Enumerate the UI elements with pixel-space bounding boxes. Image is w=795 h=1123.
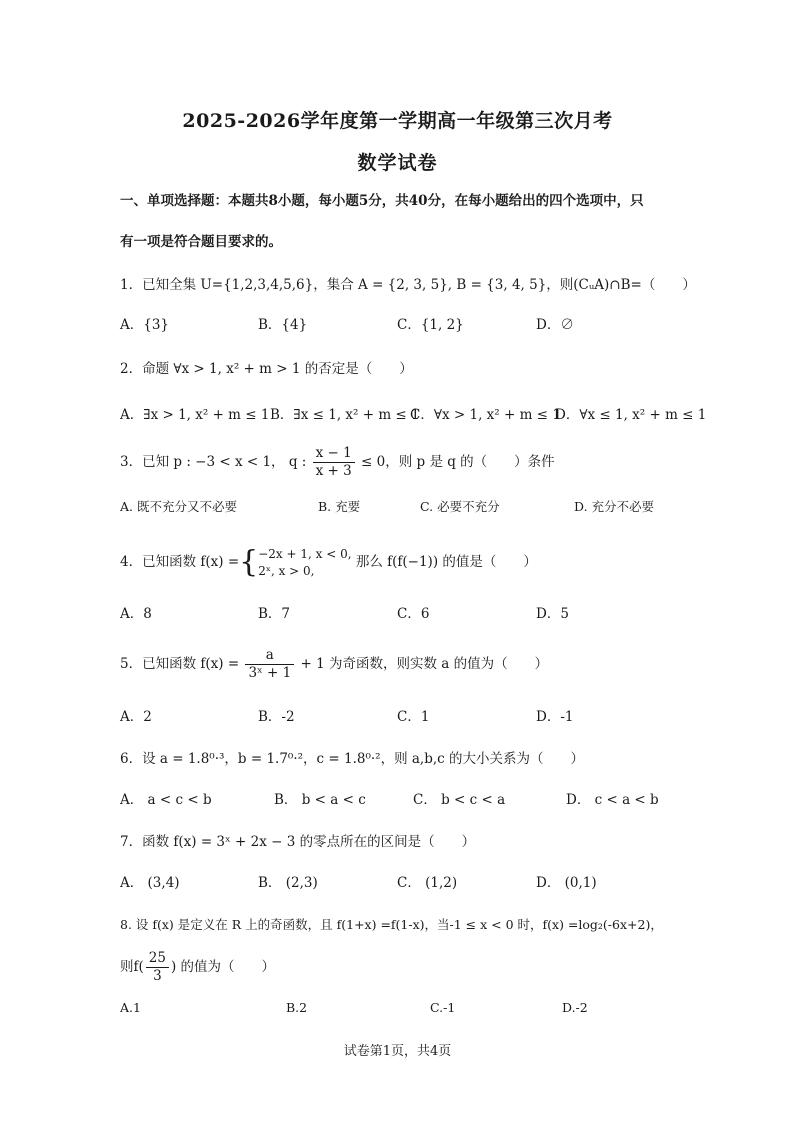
- question-6-option-a: A． a < c < b: [120, 792, 212, 808]
- section-heading-line2: 有一项是符合题目要求的。: [120, 234, 282, 250]
- question-3-stem: [120, 445, 555, 480]
- question-5-option-d: D．-1: [536, 709, 574, 725]
- question-3-fraction-numerator: x − 1: [313, 445, 355, 463]
- question-2-option-c: C．∀x > 1, x² + m ≤ 1: [410, 407, 561, 423]
- question-2-stem: 2．命题 ∀x > 1, x² + m > 1 的否定是（ ）: [120, 361, 413, 377]
- question-3-option-a: A. 既不充分又不必要: [120, 499, 237, 514]
- question-8-option-c: C.-1: [430, 1000, 456, 1015]
- question-3-option-d: D. 充分不必要: [574, 499, 655, 514]
- question-1-option-d: D．∅: [536, 317, 574, 333]
- question-8-option-b: B.2: [286, 1000, 308, 1015]
- question-5-stem-part-b: + 1 为奇函数，则实数 a 的值为（ ）: [300, 656, 549, 672]
- question-6-option-c: C． b < c < a: [413, 792, 506, 808]
- section-heading-line1: 一、单项选择题：本题共8小题，每小题5分，共40分，在每小题给出的四个选项中，只: [120, 193, 644, 209]
- question-8-stem2-part-b: ) 的值为（ ）: [170, 959, 276, 975]
- exam-subtitle: 数学试卷: [357, 152, 438, 174]
- question-7-option-c: C． (1,2): [397, 875, 458, 891]
- question-2-option-d: D．∀x ≤ 1, x² + m ≤ 1: [555, 407, 707, 423]
- question-4-option-a: A．8: [120, 606, 152, 622]
- question-3-fraction: [313, 445, 355, 480]
- question-8-stem: 8. 设 f(x) 是定义在 R 上的奇函数，且 f(1+x) =f(1-x)，当-1 ≤ x < 0 时，f(x) =log₂(-6x+2)，: [120, 917, 663, 932]
- question-1-option-c: C．{1, 2}: [397, 317, 464, 333]
- question-8-fraction-denominator: 3: [153, 968, 162, 984]
- question-5-fraction-denominator: 3ˣ + 1: [248, 665, 292, 681]
- question-5-fraction-numerator: a: [245, 647, 294, 665]
- question-6-option-d: D． c < a < b: [566, 792, 659, 808]
- question-6-option-b: B． b < a < c: [274, 792, 366, 808]
- question-8-fraction: [146, 950, 169, 985]
- question-4-option-b: B．7: [258, 606, 291, 622]
- question-3-option-b: B. 充要: [318, 499, 361, 514]
- question-4-stem-part-a: 4．已知函数 f(x) =: [120, 554, 240, 570]
- page-footer: 试卷第1页，共4页: [343, 1044, 452, 1059]
- question-2-option-a: A．∃x > 1, x² + m ≤ 1: [120, 407, 270, 423]
- question-1-stem: 1．已知全集 U={1,2,3,4,5,6}，集合 A = {2, 3, 5}, B = {3, 4, 5}，则(CᵤA)∩B=（ ）: [120, 277, 696, 293]
- question-3-stem-part-a: 3．已知 p : −3 < x < 1，: [120, 454, 285, 470]
- question-5-option-b: B．-2: [258, 709, 295, 725]
- question-1-option-a: A．{3}: [120, 317, 170, 333]
- question-6-stem: 6．设 a = 1.8⁰·³，b = 1.7⁰·²，c = 1.8⁰·²，则 a,b,c 的大小关系为（ ）: [120, 751, 584, 767]
- question-7-stem: 7．函数 f(x) = 3ˣ + 2x − 3 的零点所在的区间是（ ）: [120, 834, 476, 850]
- question-3-stem-part-b: ≤ 0，则 p 是 q 的（ ）条件: [361, 454, 555, 470]
- question-8-option-d: D.-2: [562, 1000, 588, 1015]
- question-8-option-a: A.1: [120, 1000, 141, 1015]
- question-8-fraction-numerator: 25: [146, 950, 169, 968]
- question-4-option-d: D．5: [536, 606, 569, 622]
- question-4-piecewise: [258, 546, 351, 580]
- question-4-case-1: −2x + 1, x < 0,: [258, 546, 352, 561]
- question-8-stem2-part-a: 则f(: [120, 959, 144, 975]
- question-3-option-c: C. 必要不充分: [420, 499, 500, 514]
- question-3-fraction-denominator: x + 3: [315, 463, 352, 479]
- question-5-stem: [120, 647, 548, 682]
- question-4-stem: [120, 544, 537, 580]
- question-2-option-b: B．∃x ≤ 1, x² + m ≤ 1: [270, 407, 420, 423]
- question-5-option-c: C．1: [397, 709, 430, 725]
- question-7-option-a: A． (3,4): [120, 875, 180, 891]
- question-7-option-b: B． (2,3): [258, 875, 318, 891]
- question-5-option-a: A．2: [120, 709, 152, 725]
- question-1-option-b: B．{4}: [258, 317, 308, 333]
- question-8-stem-line2: [120, 950, 275, 985]
- exam-title: 2025-2026学年度第一学期高一年级第三次月考: [182, 110, 613, 132]
- question-4-stem-part-b: 那么 f(f(−1)) 的值是（ ）: [355, 554, 537, 570]
- question-7-option-d: D． (0,1): [536, 875, 597, 891]
- left-brace-icon: {: [239, 544, 259, 580]
- question-5-stem-part-a: 5．已知函数 f(x) =: [120, 656, 240, 672]
- question-5-fraction: [245, 647, 294, 682]
- question-4-option-c: C．6: [397, 606, 430, 622]
- question-4-case-2: 2ˣ, x > 0,: [258, 563, 315, 578]
- question-3-q-label: q :: [288, 454, 307, 470]
